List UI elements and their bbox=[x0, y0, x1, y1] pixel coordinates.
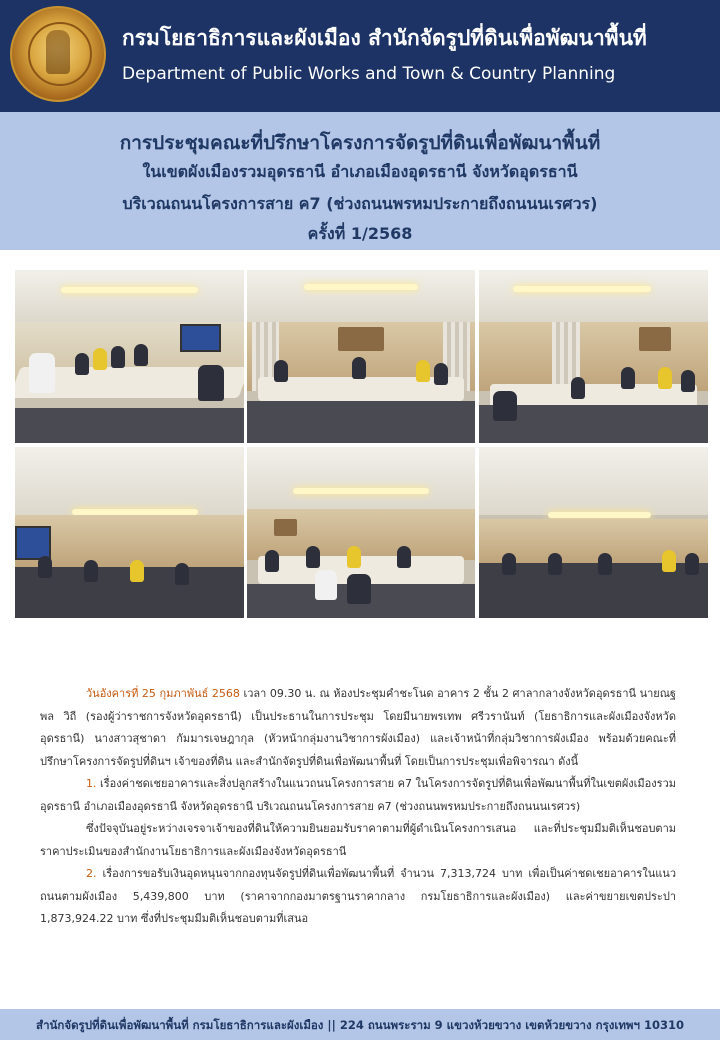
meeting-photo-6 bbox=[479, 447, 708, 618]
page-header bbox=[0, 0, 720, 112]
meeting-title-band bbox=[0, 112, 720, 250]
agenda-item-1-resolution: ซึ่งปัจจุบันอยู่ระหว่างเจรจาเจ้าของที่ดินให้ความยินยอมรับราคาตามที่ผู้ดำเนินโครงการเสนอ และที่ประชุมมีมติเห็นชอบตามราคาประเมินของสำนักงานโยธาธิการและผังเมืองจังหวัดอุดรธานี bbox=[40, 822, 676, 858]
footer-address: สำนักจัดรูปที่ดินเพื่อพัฒนาพื้นที่ กรมโยธาธิการและผังเมือง || 224 ถนนพระราม 9 แขวงห้วยขวาง เขตห้วยขวาง กรุงเทพฯ 10310 bbox=[36, 1018, 684, 1032]
meeting-summary bbox=[40, 683, 676, 931]
agenda-item-2 bbox=[40, 863, 676, 931]
meeting-photo-3 bbox=[479, 270, 708, 443]
paragraph-intro bbox=[40, 683, 676, 773]
meeting-photo-1 bbox=[15, 270, 244, 443]
meeting-title: การประชุมคณะที่ปรึกษาโครงการจัดรูปที่ดินเพื่อพัฒนาพื้นที่ bbox=[119, 132, 601, 154]
meeting-date: วันอังคารที่ 25 กุมภาพันธ์ 2568 bbox=[86, 687, 240, 700]
meeting-photo-4 bbox=[15, 447, 244, 618]
department-seal-icon bbox=[10, 6, 106, 102]
meeting-session-number: ครั้งที่ 1/2568 bbox=[307, 224, 413, 243]
agenda-item-1-text: เรื่องค่าชดเชยอาคารและสิ่งปลูกสร้างในแนวถนนโครงการสาย ค7 ในโครงการจัดรูปที่ดินเพื่อพัฒนาพื้นที่ในเขตผังเมืองรวมอุดรธานี อำเภอเมืองอุดรธานี จังหวัดอุดรธานี บริเวณถนนโครงการสาย ค7 (ช่วงถนนพรหมประกายถึงถนนนเรศวร) bbox=[40, 777, 676, 813]
agenda-item-1 bbox=[40, 773, 676, 818]
header-title-thai: กรมโยธาธิการและผังเมือง สำนักจัดรูปที่ดินเพื่อพัฒนาพื้นที่ bbox=[122, 26, 647, 50]
meeting-subtitle-road: บริเวณถนนโครงการสาย ค7 (ช่วงถนนพรหมประกายถึงถนนนเรศวร) bbox=[122, 194, 598, 213]
agenda-item-1-number: 1. bbox=[86, 777, 97, 790]
header-title-english: Department of Public Works and Town & Country Planning bbox=[122, 64, 616, 84]
meeting-photo-5 bbox=[247, 447, 475, 618]
meeting-photo-2 bbox=[247, 270, 475, 443]
page-footer bbox=[0, 1009, 720, 1040]
agenda-item-2-number: 2. bbox=[86, 867, 97, 880]
intro-text: เวลา 09.30 น. ณ ห้องประชุมคำชะโนด อาคาร 2 ชั้น 2 ศาลากลางจังหวัดอุดรธานี นายณฐพล วิถี (รองผู้ว่าราชการจังหวัดอุดรธานี) เป็นประธานในการประชุม โดยมีนายพรเทพ ศรีวรานันท์ (โยธาธิการและผังเมืองจังหวัดอุดรธานี) นางสาวสุชาดา กัมมารเจษฎากุล (หัวหน้ากลุ่มงานวิชาการผังเมือง) และเจ้าหน้าที่กลุ่มวิชาการผังเมือง พร้อมด้วยคณะที่ปรึกษาโครงการจัดรูปที่ดินฯ เจ้าของที่ดิน และสำนักจัดรูปที่ดินเพื่อพัฒนาพื้นที่ โดยเป็นการประชุมเพื่อพิจารณา ดังนี้ bbox=[40, 687, 676, 768]
agenda-item-2-text: เรื่องการขอรับเงินอุดหนุนจากกองทุนจัดรูปที่ดินเพื่อพัฒนาพื้นที่ จำนวน 7,313,724 บาท เพื่อเป็นค่าชดเชยอาคารในแนวถนนตามผังเมือง 5,439,800 บาท (ราคาจากกองมาตรฐานราคากลาง กรมโยธาธิการและผังเมือง) และค่าขยายเขตประปา 1,873,924.22 บาท ซึ่งที่ประชุมมีมติเห็นชอบตามที่เสนอ bbox=[40, 867, 676, 925]
meeting-subtitle-area: ในเขตผังเมืองรวมอุดรธานี อำเภอเมืองอุดรธานี จังหวัดอุดรธานี bbox=[142, 162, 578, 181]
